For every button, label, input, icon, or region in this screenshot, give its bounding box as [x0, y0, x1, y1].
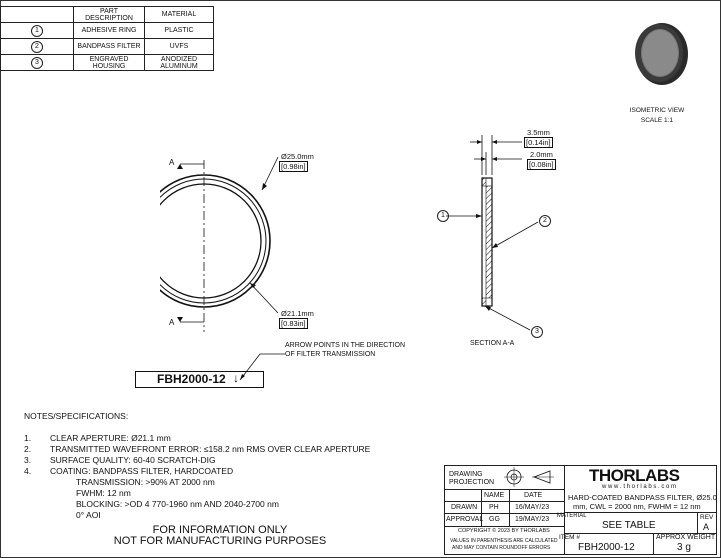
approval-name: GG — [489, 516, 500, 523]
arrow-note-line2: OF FILTER TRANSMISSION — [285, 351, 376, 358]
part-description-line1: HARD-COATED BANDPASS FILTER, Ø25.0 — [568, 493, 717, 502]
rev-label: REV — [700, 514, 714, 521]
inner-diameter-in: [0.83in] — [281, 319, 306, 328]
callout-2: 2 — [539, 215, 551, 227]
inner-diameter-mm: Ø21.1mm — [281, 309, 314, 318]
note-text: TRANSMITTED WAVEFRONT ERROR: ≤158.2 nm RMS OVER CLEAR APERTURE — [50, 444, 371, 454]
projection-symbol-icon — [502, 467, 556, 487]
row-number: 3 — [31, 57, 43, 69]
row-number: 1 — [31, 25, 43, 37]
drawn-date: 16/MAY/23 — [515, 504, 550, 511]
callout-1: 1 — [437, 210, 449, 222]
row-description: BANDPASS FILTER — [74, 39, 145, 55]
front-view-drawing — [160, 150, 290, 335]
thickness-in: [0.14in] — [526, 138, 551, 147]
outer-diameter-in: [0.98in] — [281, 162, 306, 171]
disclaimer-line1: FOR INFORMATION ONLY — [152, 524, 288, 536]
callout-3: 3 — [531, 326, 543, 338]
note-number: 1. — [24, 433, 32, 443]
rev-value: A — [703, 522, 710, 532]
isometric-title: ISOMETRIC VIEW — [629, 107, 685, 114]
section-marker-bottom: A — [169, 318, 175, 327]
filter-thickness-in: [0.08in] — [529, 160, 554, 169]
note-subitem: BLOCKING: >OD 4 770-1960 nm AND 2040-2700 nm — [76, 499, 279, 509]
isometric-filter-image — [630, 18, 692, 88]
header-description: PART DESCRIPTION — [74, 7, 145, 23]
row-description: ENGRAVED HOUSING — [74, 55, 145, 71]
note-subitem: 0° AOI — [76, 510, 101, 520]
projection-line2: PROJECTION — [449, 479, 495, 486]
row-number: 2 — [31, 41, 43, 53]
notes-title: NOTES/SPECIFICATIONS: — [24, 411, 129, 421]
note-text: CLEAR APERTURE: Ø21.1 mm — [50, 433, 171, 443]
table-row — [1, 39, 214, 55]
thorlabs-website: w w w . t h o r l a b s . c o m — [602, 484, 677, 490]
isometric-scale: SCALE 1:1 — [640, 117, 674, 124]
engraving-text: FBH2000-12 — [157, 372, 226, 386]
outer-diameter-mm: Ø25.0mm — [281, 152, 314, 161]
name-column-header: NAME — [484, 492, 505, 499]
header-number — [1, 7, 74, 23]
table-row — [1, 55, 214, 71]
drawn-label: DRAWN — [451, 504, 478, 511]
values-note-line2: AND MAY CONTAIN ROUNDOFF ERRORS — [452, 545, 551, 551]
header-material: MATERIAL — [145, 7, 214, 23]
note-subitem: TRANSMISSION: >90% AT 2000 nm — [76, 477, 215, 487]
row-material: PLASTIC — [145, 23, 214, 39]
parts-table-header — [1, 7, 214, 23]
note-text: COATING: BANDPASS FILTER, HARDCOATED — [50, 466, 234, 476]
thickness-mm: 3.5mm — [527, 128, 550, 137]
row-description: ADHESIVE RING — [74, 23, 145, 39]
projection-line1: DRAWING — [449, 471, 483, 478]
table-row — [1, 23, 214, 39]
note-number: 2. — [24, 444, 32, 454]
thorlabs-logo: THORLABS — [589, 466, 680, 485]
section-label: SECTION A-A — [470, 340, 515, 347]
date-column-header: DATE — [524, 492, 543, 499]
values-note-line1: VALUES IN PARENTHESIS ARE CALCULATED — [450, 538, 558, 544]
weight-label: APPROX WEIGHT — [656, 534, 716, 541]
copyright: COPYRIGHT © 2023 BY THORLABS — [458, 528, 550, 534]
approval-date: 19/MAY/23 — [515, 516, 550, 523]
item-label: ITEM # — [559, 534, 580, 541]
note-number: 4. — [24, 466, 32, 476]
part-description-line2: mm, CWL = 2000 nm, FWHM = 12 nm — [573, 502, 701, 511]
drawn-name: PH — [489, 504, 499, 511]
note-subitem: FWHM: 12 nm — [76, 488, 131, 498]
row-material: ANODIZED ALUMINUM — [145, 55, 214, 71]
filter-thickness-mm: 2.0mm — [530, 150, 553, 159]
engraving-direction-arrow: ↓ — [233, 371, 239, 385]
row-material: UVFS — [145, 39, 214, 55]
material-value: SEE TABLE — [602, 520, 656, 531]
weight-value: 3 g — [677, 542, 691, 553]
section-marker-top: A — [169, 158, 175, 167]
item-value: FBH2000-12 — [578, 542, 635, 553]
parts-table — [0, 6, 214, 71]
note-number: 3. — [24, 455, 32, 465]
note-text: SURFACE QUALITY: 60-40 SCRATCH-DIG — [50, 455, 216, 465]
approval-label: APPROVAL — [446, 516, 484, 523]
material-label: MATERIAL — [557, 513, 587, 519]
disclaimer-line2: NOT FOR MANUFACTURING PURPOSES — [113, 535, 327, 547]
arrow-note-line1: ARROW POINTS IN THE DIRECTION — [285, 342, 406, 349]
